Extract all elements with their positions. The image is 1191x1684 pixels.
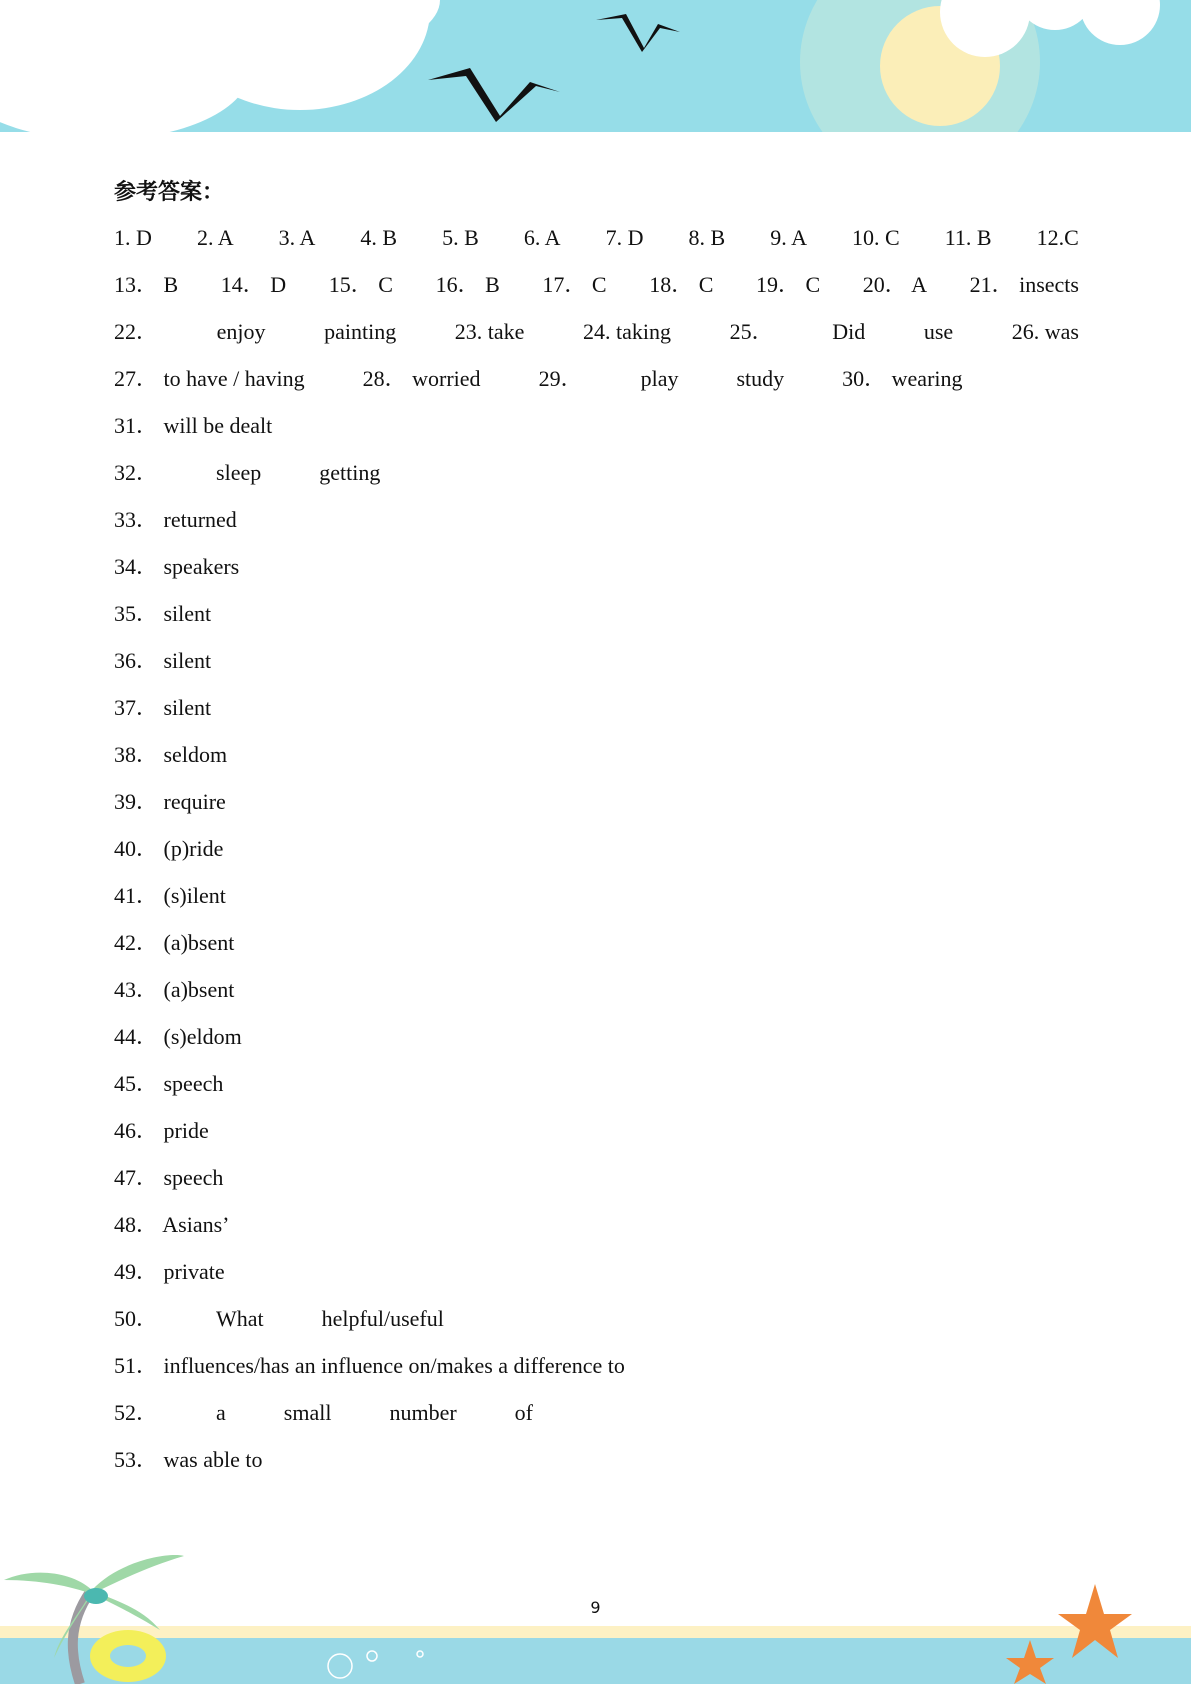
answer-item: play	[640, 366, 679, 391]
answer-item: painting	[324, 319, 397, 344]
answer-item: use	[923, 319, 954, 344]
answer-line	[114, 1248, 1079, 1295]
answer-item: 15． C	[328, 272, 393, 297]
answer-item: getting	[319, 460, 381, 485]
answer-line	[114, 590, 1079, 637]
answer-item: 38． seldom	[114, 742, 228, 767]
answer-item: of	[514, 1400, 533, 1425]
page-number: 9	[590, 1598, 601, 1617]
answer-item: 3. A	[278, 225, 316, 250]
answer-item: 28． worried	[362, 366, 481, 391]
answer-item: 46． pride	[114, 1118, 209, 1143]
answer-item: study	[736, 366, 785, 391]
answer-key	[114, 172, 1079, 1483]
answer-item: enjoy	[216, 319, 266, 344]
answer-item: Did	[832, 319, 866, 344]
answer-item: 5. B	[442, 225, 479, 250]
answer-line	[114, 214, 1079, 261]
answer-item: 18． C	[649, 272, 714, 297]
answer-item: 42． (a)bsent	[114, 930, 235, 955]
sand-strip	[0, 1626, 1191, 1638]
answer-item: 36． silent	[114, 648, 212, 673]
answer-line	[114, 966, 1079, 1013]
answer-item: 24. taking	[583, 319, 672, 344]
answer-item: 34． speakers	[114, 554, 240, 579]
answer-line	[114, 261, 1079, 308]
answer-line	[114, 919, 1079, 966]
answer-item: 51． influences/has an influence on/makes a difference to	[114, 1353, 625, 1378]
answer-item: 11. B	[944, 225, 992, 250]
answer-line	[114, 496, 1079, 543]
answer-line	[114, 872, 1079, 919]
answer-line	[114, 355, 1079, 402]
answer-item: 43． (a)bsent	[114, 977, 235, 1002]
answer-item: 9. A	[770, 225, 807, 250]
answer-line	[114, 1342, 1079, 1389]
answer-item: 52．	[114, 1400, 159, 1425]
answer-item: 14． D	[220, 272, 287, 297]
answer-item: sleep	[216, 460, 262, 485]
answer-line	[114, 308, 1079, 355]
answer-item: 1. D	[114, 225, 152, 250]
answer-item: 22．	[114, 319, 159, 344]
answer-item: 53． was able to	[114, 1447, 263, 1472]
answer-item: 13． B	[114, 272, 179, 297]
answer-line	[114, 684, 1079, 731]
answer-line	[114, 1389, 1079, 1436]
answer-line	[114, 449, 1079, 496]
answer-item: 12.C	[1036, 225, 1079, 250]
answer-item: 6. A	[523, 225, 561, 250]
answer-item: helpful/useful	[321, 1306, 444, 1331]
answer-item: 33． returned	[114, 507, 237, 532]
answer-item: 19． C	[755, 272, 821, 297]
answer-line	[114, 1436, 1079, 1483]
answer-item: 48． Asians’	[114, 1212, 230, 1237]
answer-item: 49． private	[114, 1259, 225, 1284]
answer-item: 4. B	[360, 225, 398, 250]
answer-item: 44． (s)eldom	[114, 1024, 242, 1049]
answer-item: 2. A	[196, 225, 234, 250]
answer-line	[114, 1013, 1079, 1060]
answer-line	[114, 1107, 1079, 1154]
answer-item: 7. D	[605, 225, 644, 250]
answer-item: 30． wearing	[842, 366, 963, 391]
answer-item: 35． silent	[114, 601, 212, 626]
answer-item: 25．	[729, 319, 774, 344]
answer-line	[114, 1060, 1079, 1107]
answer-key-heading: 参考答案：	[114, 180, 225, 205]
answer-item: 39． require	[114, 789, 226, 814]
answer-line	[114, 778, 1079, 825]
answer-item: 8. B	[688, 225, 726, 250]
answer-item: 31． will be dealt	[114, 413, 273, 438]
answer-line	[114, 1201, 1079, 1248]
answer-lines	[114, 214, 1079, 1483]
answer-item: 27． to have / having	[114, 366, 305, 391]
answer-item: 47． speech	[114, 1165, 224, 1190]
answer-line	[114, 402, 1079, 449]
answer-item: 41． (s)ilent	[114, 883, 226, 908]
swim-ring-icon	[90, 1630, 166, 1682]
answer-item: 21． insects	[969, 272, 1079, 297]
answer-line	[114, 731, 1079, 778]
answer-item: 29．	[538, 366, 583, 391]
answer-line	[114, 543, 1079, 590]
answer-item: 10. C	[852, 225, 900, 250]
answer-line	[114, 1154, 1079, 1201]
answer-item: a	[216, 1400, 226, 1425]
answer-line	[114, 637, 1079, 684]
answer-item: 17． C	[542, 272, 607, 297]
header-sky-banner	[0, 0, 1191, 132]
answer-line	[114, 825, 1079, 872]
answer-item: 23. take	[454, 319, 525, 344]
answer-item: small	[283, 1400, 332, 1425]
answer-item: What	[216, 1306, 264, 1331]
answer-line	[114, 1295, 1079, 1342]
answer-item: 50．	[114, 1306, 159, 1331]
answer-item: 45． speech	[114, 1071, 224, 1096]
answer-item: 26. was	[1011, 319, 1079, 344]
answer-item: 16． B	[435, 272, 500, 297]
answer-item: 32．	[114, 460, 159, 485]
answer-item: 20． A	[862, 272, 927, 297]
answer-item: 40． (p)ride	[114, 836, 224, 861]
answer-item: number	[389, 1400, 457, 1425]
answer-item: 37． silent	[114, 695, 212, 720]
